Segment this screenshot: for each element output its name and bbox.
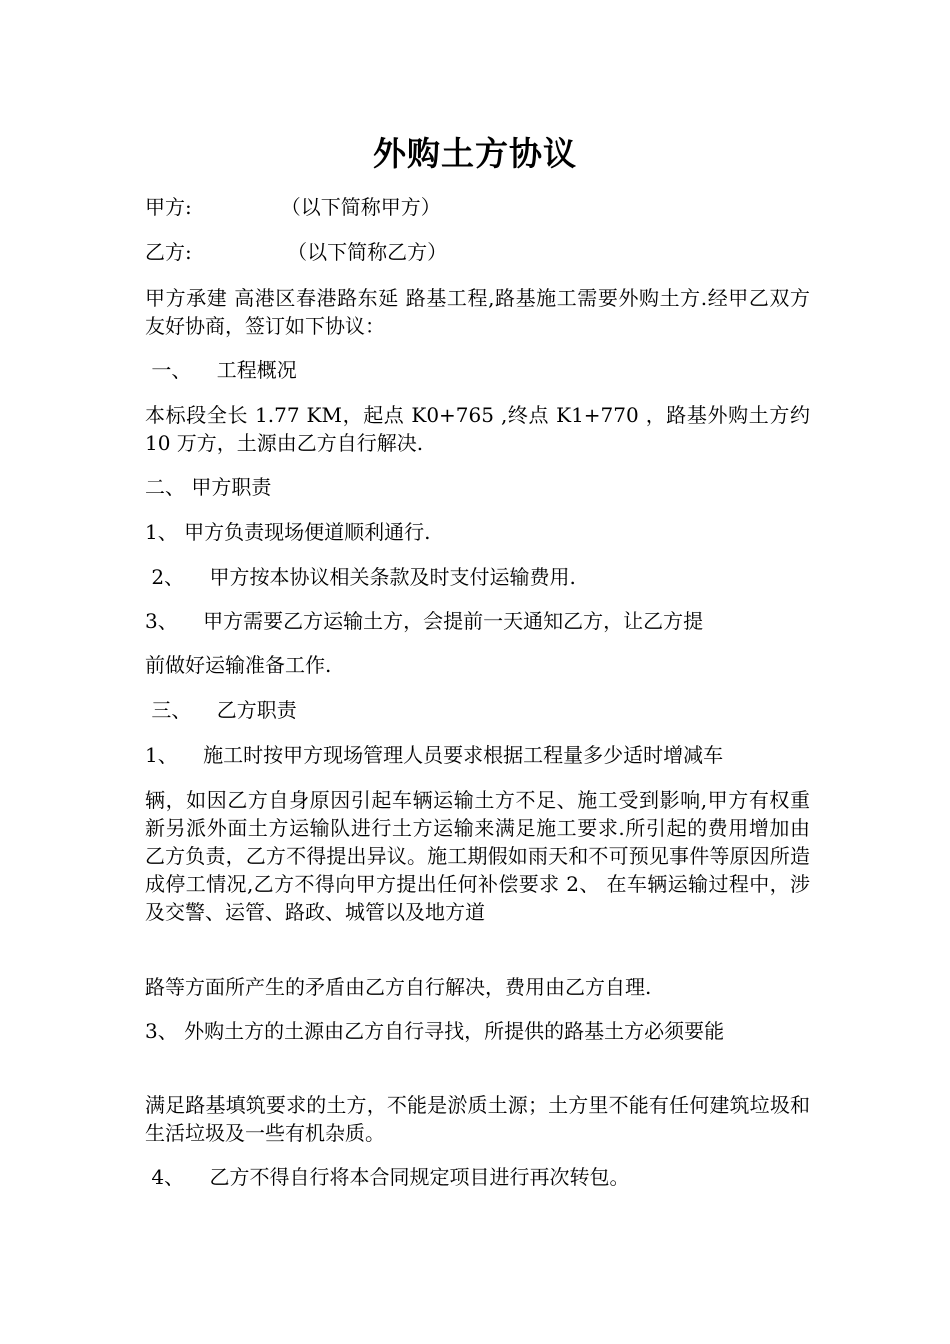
section-2-heading: 二、 甲方职责 [145,475,272,499]
section-3-heading: 三、 乙方职责 [145,698,297,722]
section-1-heading: 一、 工程概况 [145,358,297,382]
section-3-item-3: 3、 外购土方的土源由乙方自行寻找，所提供的路基土方必须要能 [145,1019,725,1043]
document-title: 外购土方协议 [373,134,577,173]
section-2-item-3-continued: 前做好运输准备工作. [145,653,332,677]
section-3-item-4: 4、 乙方不得自行将本合同规定项目进行再次转包。 [145,1165,630,1189]
section-3-item-1: 1、 施工时按甲方现场管理人员要求根据工程量多少适时增减车 [145,743,724,767]
intro-paragraph: 甲方承建 高港区春港路东延 路基工程,路基施工需要外购土方.经甲乙双方友好协商，签订如下协议： [145,286,810,338]
section-1-body: 本标段全长 1.77 KM，起点 K0+765 ,终点 K1+770 ，路基外购土方约 10 万方，土源由乙方自行解决. [145,403,810,455]
section-3-item-3-continued: 满足路基填筑要求的土方，不能是淤质土源；土方里不能有任何建筑垃圾和生活垃圾及一些有机杂质。 [145,1093,810,1145]
party-a-line: 甲方: （以下简称甲方） [145,195,441,219]
section-3-item-1-continued: 辆，如因乙方自身原因引起车辆运输土方不足、施工受到影响,甲方有权重新另派外面土方运输队进行土方运输来满足施工要求.所引起的费用增加由乙方负责，乙方不得提出异议。施工期假如雨天和不可预见事件等原因所造成停工情况,乙方不得向甲方提出任何补偿要求 2、 在车辆运输过程中，涉及交警、运管、路政、城管以及地方道 [145,788,810,924]
section-2-item-3: 3、 甲方需要乙方运输土方，会提前一天通知乙方，让乙方提 [145,609,704,633]
section-2-item-2: 2、 甲方按本协议相关条款及时支付运输费用. [145,565,576,589]
section-3-item-2-continued: 路等方面所产生的矛盾由乙方自行解决，费用由乙方自理. [145,975,652,999]
section-2-item-1: 1、 甲方负责现场便道顺利通行. [145,520,431,544]
party-b-line: 乙方: （以下简称乙方） [145,240,448,264]
